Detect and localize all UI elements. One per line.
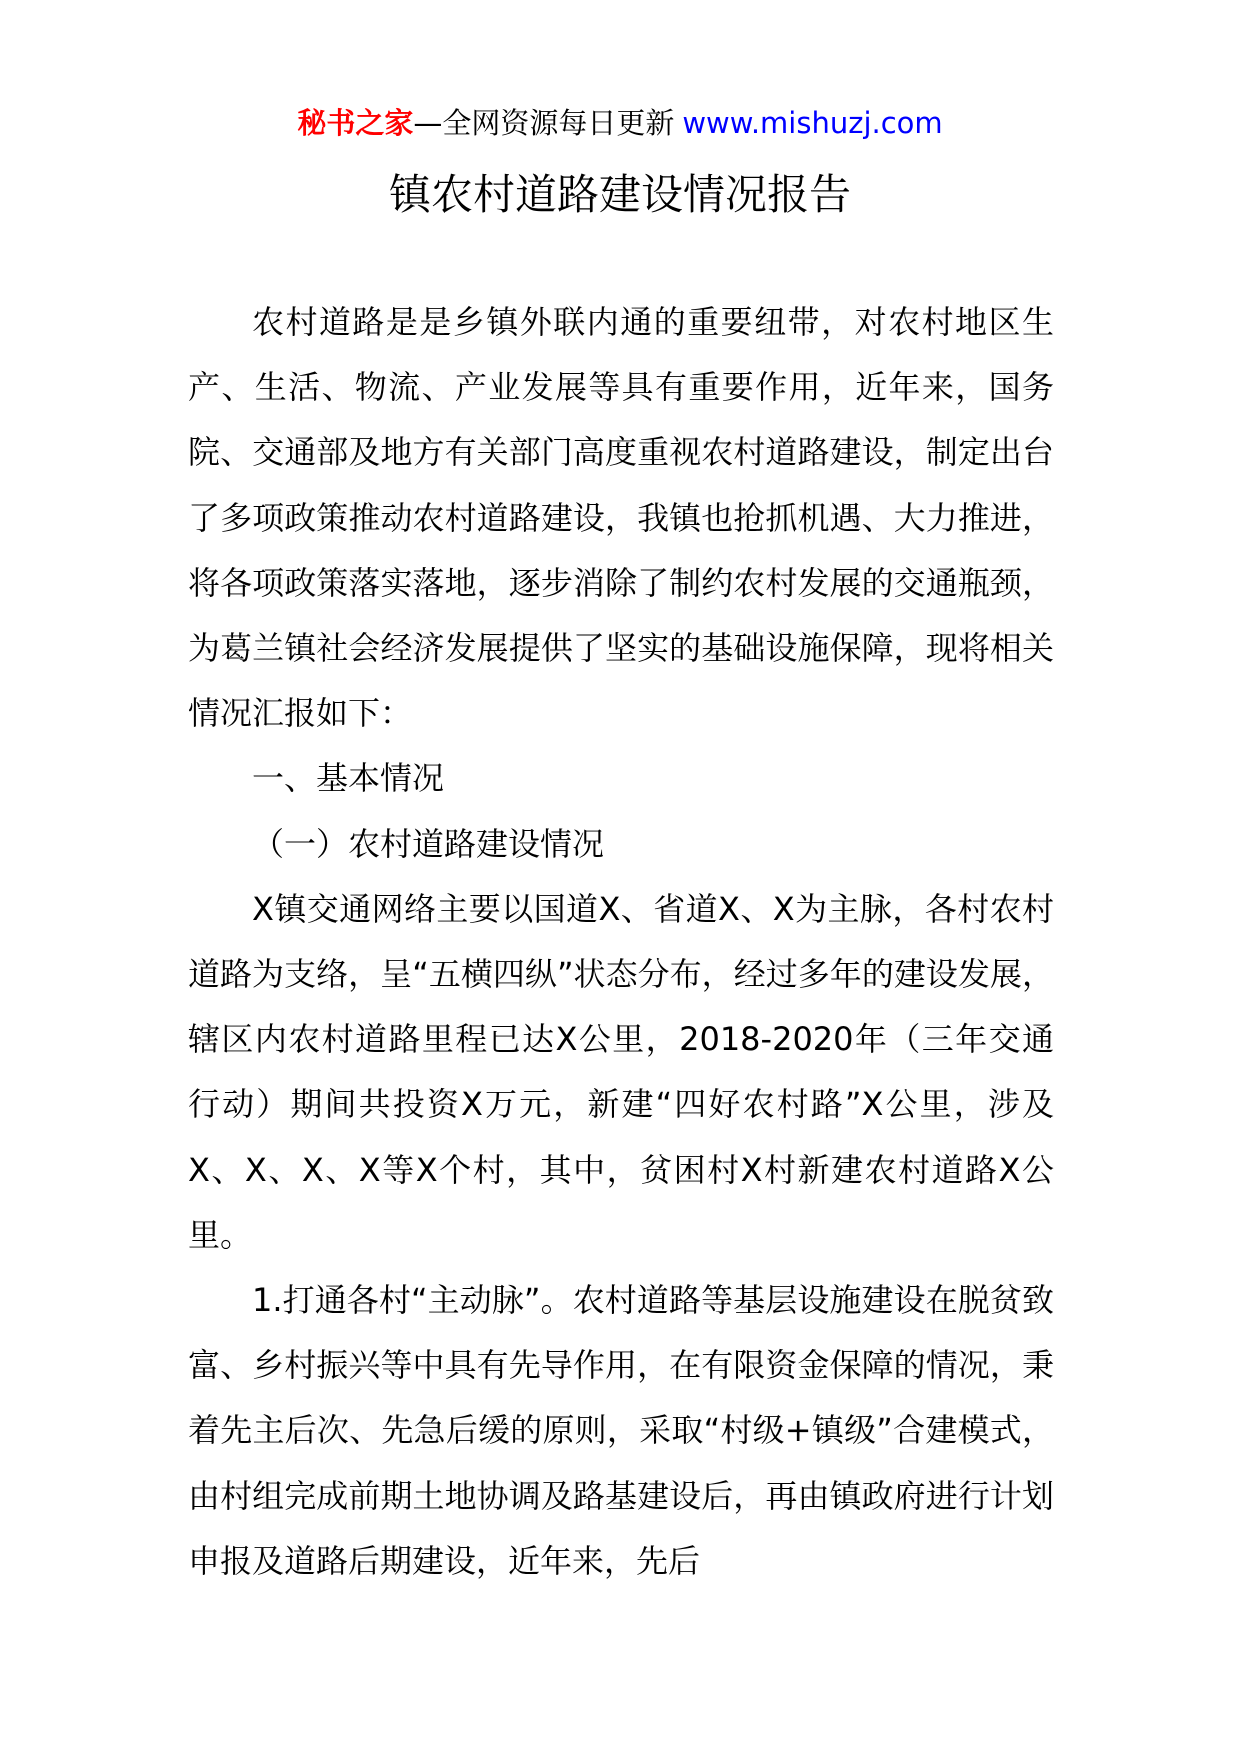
- body-paragraph: X镇交通网络主要以国道X、省道X、X为主脉，各村农村道路为支络，呈“五横四纵”状态分布，经过多年的建设发展，辖区内农村道路里程已达X公里，2018-2020年（三年交通行动）期间共投资X万元，新建“四好农村路”X公里，涉及X、X、X、X等X个村，其中，贫困村X村新建农村道路X公里。: [188, 889, 1054, 1254]
- section-heading: 一、基本情况: [252, 759, 445, 798]
- site-url-link[interactable]: www.mishuzj.com: [682, 106, 943, 140]
- body-paragraph: 1.打通各村“主动脉”。农村道路等基层设施建设在脱贫致富、乡村振兴等中具有先导作用，在有限资金保障的情况，秉着先主后次、先急后缓的原则，采取“村级+镇级”合建模式，由村组完成前期土地协调及路基建设后，再由镇政府进行计划申报及道路后期建设，近年来，先后: [188, 1281, 1054, 1580]
- intro-paragraph: 农村道路是是乡镇外联内通的重要纽带，对农村地区生产、生活、物流、产业发展等具有重要作用，近年来，国务院、交通部及地方有关部门高度重视农村道路建设，制定出台了多项政策推动农村道路建设，我镇也抢抓机遇、大力推进，将各项政策落实落地，逐步消除了制约农村发展的交通瓶颈，为葛兰镇社会经济发展提供了坚实的基础设施保障，现将相关情况汇报如下：: [188, 303, 1054, 733]
- site-tagline: —全网资源每日更新: [413, 106, 675, 140]
- document-title: 镇农村道路建设情况报告: [388, 170, 851, 219]
- subsection-heading: （一）农村道路建设情况: [252, 824, 605, 863]
- document-body: [188, 290, 1054, 1594]
- site-header: [0, 103, 1240, 143]
- site-brand: 秘书之家: [297, 106, 414, 140]
